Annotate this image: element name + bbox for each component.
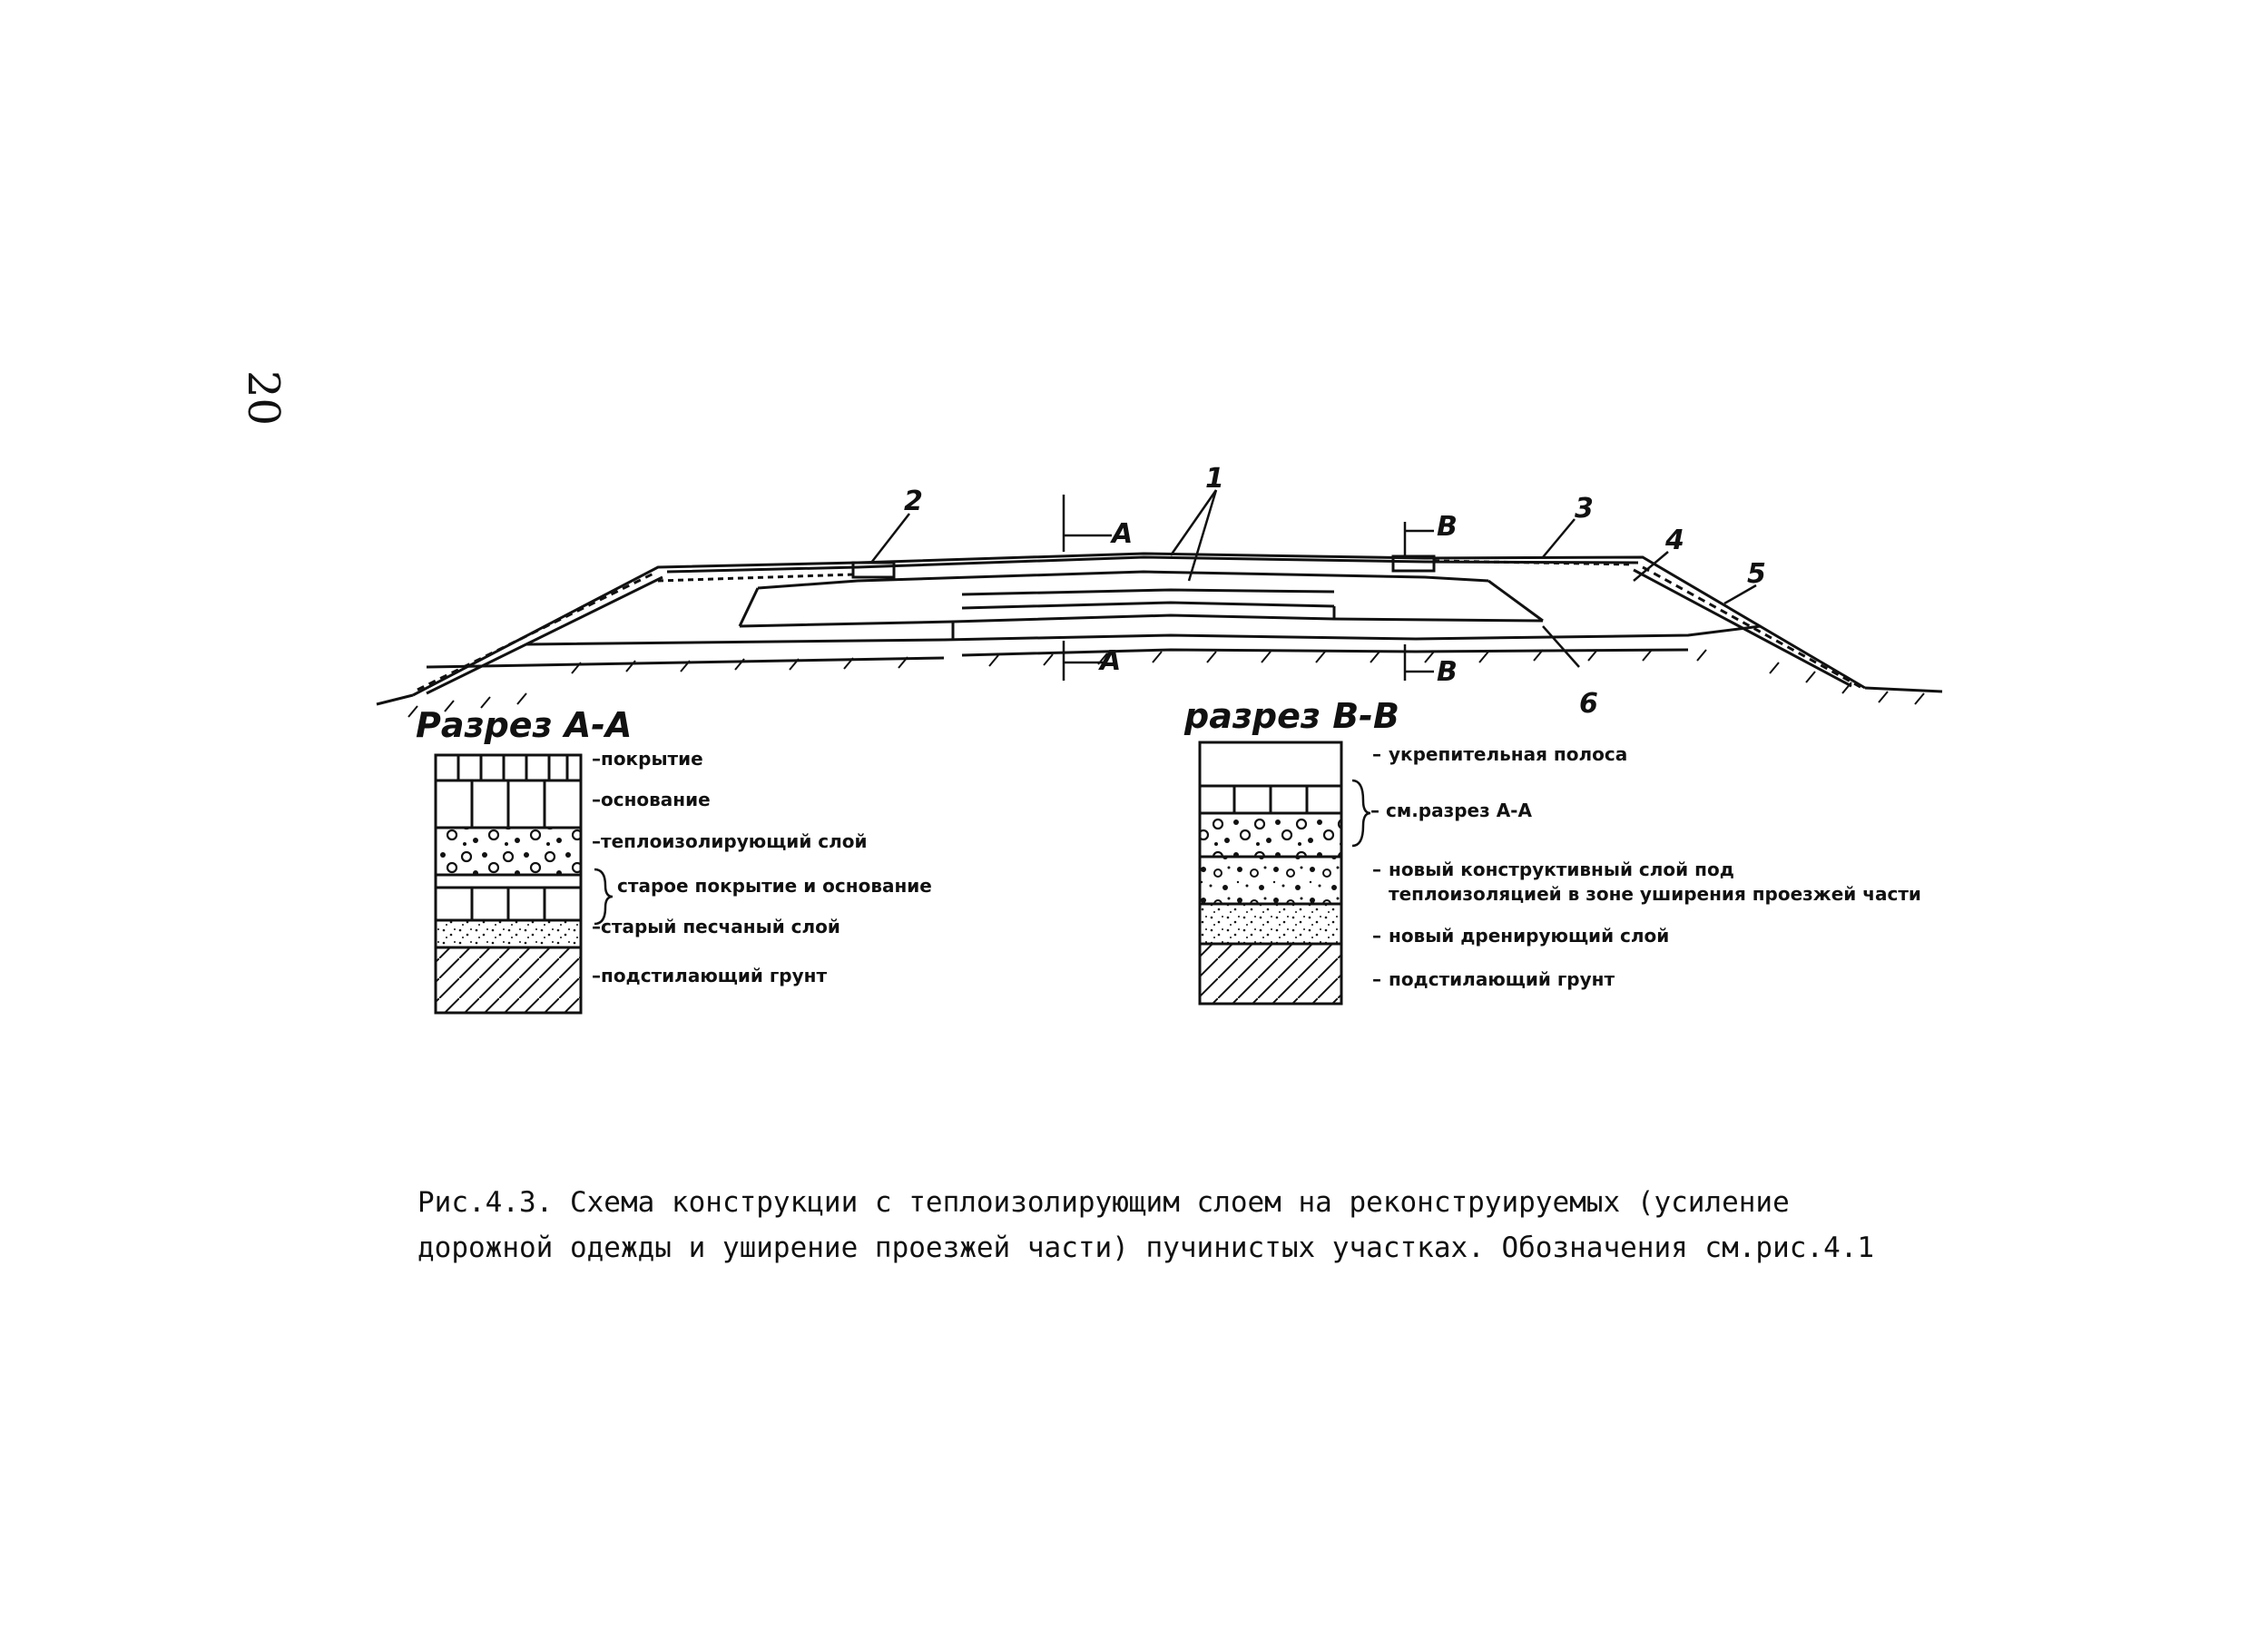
section-a-layer-4: старое покрытие и основание — [617, 875, 932, 897]
section-a-column — [436, 755, 613, 1013]
section-a-layer-6: подстилающий грунт — [601, 965, 828, 986]
svg-text:–: – — [592, 830, 601, 852]
callout-2: 2 — [904, 486, 923, 517]
callout-1: 1 — [1205, 463, 1224, 495]
section-a-layer-3: теплоизолирующий слой — [601, 830, 868, 852]
embankment-profile — [377, 554, 1942, 704]
svg-text:–: – — [592, 916, 601, 937]
svg-text:–: – — [592, 789, 601, 810]
svg-text:–: – — [592, 748, 601, 770]
svg-text:–: – — [1372, 925, 1381, 947]
svg-text:–: – — [1370, 800, 1379, 821]
section-b-labels — [1370, 743, 1921, 990]
cut-mark-b-top: В — [1437, 511, 1458, 543]
section-a-labels — [592, 748, 932, 986]
ground-hatching — [408, 650, 1924, 717]
section-a-layer-5: старый песчаный слой — [601, 916, 840, 937]
section-b-layer-3b: теплоизоляцией в зоне уширения проезжей части — [1389, 883, 1921, 905]
section-b-layer-4: новый дренирующий слой — [1389, 925, 1670, 947]
caption-line-2: дорожной одежды и уширение проезжей части) пучинистых участках. Обозначения см.рис.4.1 — [417, 1232, 1875, 1264]
section-b-layer-3a: новый конструктивный слой под — [1389, 859, 1734, 880]
callout-6: 6 — [1579, 688, 1598, 720]
callout-5: 5 — [1747, 558, 1766, 590]
section-b-title: разрез В-В — [1184, 696, 1399, 736]
page-number: 20 — [238, 370, 289, 427]
section-b-layer-5: подстилающий грунт — [1389, 968, 1615, 990]
callout-4: 4 — [1665, 525, 1684, 556]
section-a-layer-1: покрытие — [601, 748, 703, 770]
figure-caption — [417, 1180, 2051, 1271]
section-a-title: Разрез А-А — [416, 705, 633, 745]
section-a-layer-2: основание — [601, 789, 711, 810]
caption-line-1: Рис.4.3. Схема конструкции с теплоизолирующим слоем на реконструируемых (усиление — [417, 1186, 1790, 1219]
cut-mark-a-bottom: А — [1100, 645, 1122, 677]
cut-mark-a-top: А — [1112, 518, 1134, 550]
svg-text:–: – — [1372, 859, 1381, 880]
section-b-layer-1: укрепительная полоса — [1389, 743, 1628, 765]
callout-3: 3 — [1575, 493, 1594, 525]
svg-text:–: – — [592, 965, 601, 986]
section-b-layer-2: см.разрез А-А — [1386, 800, 1532, 821]
svg-text:–: – — [1372, 968, 1381, 990]
svg-text:–: – — [1372, 743, 1381, 765]
section-b-column — [1200, 742, 1370, 1004]
cut-mark-b-bottom: В — [1437, 656, 1458, 688]
